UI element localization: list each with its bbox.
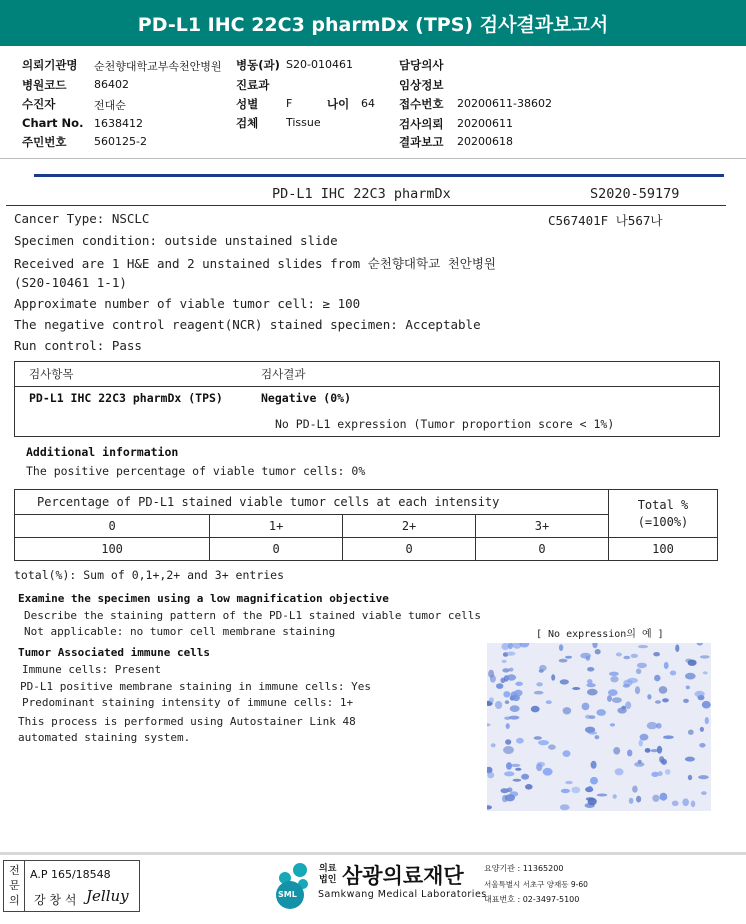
cell-nucleus [607, 695, 612, 702]
cell-nucleus [548, 744, 556, 749]
cell-nucleus [688, 730, 694, 735]
cell-nucleus [657, 746, 662, 754]
doctor-name: 강 창 석 [34, 893, 77, 907]
cell-nucleus [560, 804, 570, 810]
cell-nucleus [688, 775, 692, 780]
cell-nucleus [489, 697, 494, 703]
cell-nucleus [506, 762, 512, 770]
cell-nucleus [571, 787, 580, 794]
run-control: Run control: Pass [14, 338, 142, 353]
result-detail: No PD-L1 expression (Tumor proportion score < 1%) [275, 417, 615, 431]
cell-nucleus [700, 727, 704, 732]
cell-nucleus [695, 691, 705, 697]
cell-nucleus [616, 653, 622, 657]
cell-nucleus [652, 795, 659, 802]
footer-divider [0, 852, 746, 855]
chart-value: 1638412 [94, 117, 143, 130]
stamp-divider [24, 861, 25, 911]
cell-nucleus [645, 748, 651, 753]
block-code: C567401F 나567나 [548, 213, 663, 228]
immune-line1: Immune cells: Present [22, 663, 162, 676]
cell-nucleus [595, 649, 601, 654]
department-label: 병동(과) [236, 58, 280, 72]
request-value: 20200611 [457, 117, 513, 130]
cell-nucleus [636, 669, 641, 675]
cell-nucleus [688, 660, 697, 666]
cell-nucleus [636, 796, 641, 803]
cell-nucleus [589, 715, 596, 719]
hospital-code-label: 병원코드 [22, 78, 67, 92]
cell-nucleus [509, 668, 514, 672]
cell-nucleus [515, 682, 523, 686]
cell-nucleus [659, 686, 668, 694]
cell-nucleus [640, 734, 649, 741]
cell-nucleus [705, 717, 709, 724]
level-0: 0 [15, 515, 210, 538]
cell-nucleus [514, 690, 522, 697]
cell-nucleus [490, 675, 496, 683]
examinee-label: 수진자 [22, 97, 56, 111]
examinee-value: 전대순 [94, 99, 126, 112]
examine-line1: Describe the staining pattern of the PD-L1 stained viable tumor cells [24, 609, 481, 622]
org-prefix-2: 법인 [319, 875, 337, 885]
report-number: S2020-59179 [590, 186, 680, 202]
department-value: S20-010461 [286, 58, 353, 71]
blue-rule [34, 174, 724, 177]
cell-nucleus [580, 653, 591, 659]
clinical-info-label: 임상정보 [399, 78, 444, 92]
cell-nucleus [609, 672, 619, 676]
cell-nucleus [505, 739, 511, 745]
pathologist-stamp [3, 860, 140, 912]
cell-nucleus [686, 686, 690, 690]
micrograph-background [487, 643, 711, 811]
cell-nucleus [660, 793, 668, 801]
org-name-en: Samkwang Medical Laboratories [318, 889, 487, 900]
cell-nucleus [685, 673, 696, 680]
cell-nucleus [515, 768, 521, 771]
cell-nucleus [613, 747, 620, 755]
immune-line2: PD-L1 positive membrane staining in immune cells: Yes [20, 680, 371, 693]
accession-value: 20200611-38602 [457, 97, 552, 110]
value-1: 0 [210, 538, 343, 561]
id-label: 주민번호 [22, 135, 67, 149]
cell-nucleus [655, 700, 661, 704]
cell-nucleus [504, 771, 514, 776]
cell-nucleus [675, 644, 679, 652]
cell-nucleus [703, 671, 708, 674]
result-box-divider [15, 386, 719, 387]
cell-nucleus [565, 781, 573, 785]
cell-nucleus [702, 701, 711, 709]
cell-nucleus [565, 656, 572, 659]
cell-nucleus [654, 675, 660, 682]
request-label: 검사의뢰 [399, 117, 444, 131]
cell-nucleus [658, 771, 663, 776]
examine-heading: Examine the specimen using a low magnification objective [18, 592, 389, 605]
cell-nucleus [531, 706, 540, 713]
cell-nucleus [612, 697, 622, 703]
process-line1: This process is performed using Autostainer Link 48 [18, 715, 356, 728]
cell-nucleus [505, 700, 510, 704]
cell-nucleus [503, 746, 514, 754]
cell-nucleus [536, 682, 543, 686]
level-2: 2+ [343, 515, 476, 538]
cell-nucleus [634, 762, 644, 767]
positive-percentage: The positive percentage of viable tumor cells: 0% [26, 464, 366, 478]
result-item: PD-L1 IHC 22C3 pharmDx (TPS) [29, 391, 223, 405]
cell-nucleus [639, 740, 643, 747]
cell-nucleus [534, 691, 544, 695]
cell-nucleus [591, 761, 597, 769]
cell-nucleus [491, 743, 496, 747]
cell-nucleus [587, 679, 593, 684]
report-title: PD-L1 IHC 22C3 pharmDx (TPS) 검사결과보고서 [0, 0, 746, 46]
cell-nucleus [525, 784, 533, 790]
report-date-label: 결과보고 [399, 135, 444, 149]
cell-nucleus [685, 757, 695, 762]
cell-nucleus [559, 644, 563, 651]
stamp-label: 전문의 [9, 864, 20, 907]
org-name: 삼광의료재단 [342, 864, 464, 888]
cell-nucleus [582, 703, 590, 711]
cell-nucleus [502, 660, 507, 663]
doctor-label: 담당의사 [399, 58, 444, 72]
divider [0, 158, 746, 159]
cell-nucleus [506, 723, 510, 729]
cell-nucleus [507, 787, 513, 792]
cell-nucleus [500, 678, 505, 684]
cell-nucleus [699, 743, 705, 748]
cell-nucleus [507, 674, 516, 680]
cell-nucleus [627, 678, 638, 683]
cell-nucleus [505, 794, 515, 801]
cell-nucleus [629, 798, 634, 804]
cell-nucleus [561, 789, 570, 793]
cell-nucleus [608, 689, 618, 696]
value-3: 0 [476, 538, 609, 561]
report-date-value: 20200618 [457, 135, 513, 148]
examine-line2: Not applicable: no tumor cell membrane staining [24, 625, 336, 638]
cell-nucleus [537, 762, 545, 767]
cell-nucleus [597, 794, 608, 797]
cell-nucleus [631, 654, 638, 658]
cell-nucleus [503, 691, 510, 697]
test-name-heading: PD-L1 IHC 22C3 pharmDx [272, 186, 451, 202]
total-note: total(%): Sum of 0,1+,2+ and 3+ entries [14, 568, 285, 582]
org-prefix-1: 의료 [319, 864, 337, 874]
ap-number: A.P 165/18548 [30, 868, 111, 881]
id-value: 560125-2 [94, 135, 147, 148]
cell-nucleus [672, 801, 679, 807]
cell-nucleus [615, 768, 624, 775]
signature: Jelluy [86, 887, 129, 905]
ncr-line: The negative control reagent(NCR) stained specimen: Acceptable [14, 317, 481, 332]
micrograph-image [487, 643, 711, 811]
cell-nucleus [543, 768, 553, 776]
image-caption: [ No expression의 예 ] [536, 629, 664, 640]
cell-nucleus [521, 774, 529, 780]
intensity-header: Percentage of PD-L1 stained viable tumor cells at each intensity [15, 490, 609, 515]
value-0: 100 [15, 538, 210, 561]
slide-id: (S20-10461 1-1) [14, 275, 127, 290]
cell-nucleus [560, 679, 569, 684]
cell-nucleus [637, 663, 647, 669]
cell-nucleus [691, 801, 696, 808]
accession-label: 접수번호 [399, 97, 444, 111]
level-1: 1+ [210, 515, 343, 538]
age-value: 64 [361, 97, 375, 110]
cell-nucleus [701, 791, 707, 795]
cell-nucleus [638, 645, 648, 648]
cell-nucleus [539, 665, 546, 671]
level-3: 3+ [476, 515, 609, 538]
sml-logo-text: SML [278, 890, 297, 899]
col-item-header: 검사항목 [29, 367, 74, 381]
cell-nucleus [496, 683, 503, 689]
cell-nucleus [563, 707, 572, 714]
hospital-code-value: 86402 [94, 78, 129, 91]
cell-nucleus [659, 756, 664, 763]
cell-nucleus [487, 772, 494, 779]
cell-nucleus [572, 687, 580, 690]
cell-nucleus [613, 794, 617, 799]
header-underline [6, 205, 726, 206]
sml-logo-icon [270, 862, 314, 910]
cell-nucleus [700, 655, 710, 658]
intensity-table [14, 489, 718, 561]
cell-nucleus [632, 786, 638, 793]
cell-nucleus [586, 797, 595, 800]
cell-nucleus [546, 700, 552, 704]
cell-nucleus [610, 676, 618, 682]
institution-label: 의뢰기관명 [22, 58, 78, 72]
cell-nucleus [662, 698, 669, 702]
result-value: Negative (0%) [261, 391, 352, 405]
cell-nucleus [698, 775, 709, 779]
cell-nucleus [506, 652, 516, 656]
cell-nucleus [587, 689, 598, 696]
cell-nucleus [670, 671, 676, 676]
specimen-label: 검체 [236, 116, 259, 130]
institution-value: 순천향대학교부속천안병원 [94, 60, 222, 73]
cell-nucleus [596, 709, 606, 716]
cell-nucleus [510, 705, 520, 712]
process-line2: automated staining system. [18, 731, 191, 744]
cell-nucleus [502, 668, 509, 672]
cell-nucleus [683, 699, 689, 703]
cell-nucleus [504, 717, 511, 720]
total-header-line2: (=100%) [637, 514, 689, 529]
age-label: 나이 [327, 97, 350, 111]
cell-nucleus [625, 701, 631, 709]
cell-nucleus [495, 701, 502, 709]
value-total: 100 [609, 538, 718, 561]
cell-nucleus [551, 674, 555, 680]
immune-heading: Tumor Associated immune cells [18, 646, 211, 659]
cell-nucleus [559, 659, 568, 663]
cell-nucleus [627, 750, 632, 757]
cell-nucleus [623, 656, 630, 660]
cell-nucleus [588, 731, 597, 734]
received-line: Received are 1 H&E and 2 unstained slides from 순천향대학교 천안병원 [14, 256, 496, 271]
cell-nucleus [563, 750, 571, 757]
cell-nucleus [587, 667, 594, 672]
cell-nucleus [610, 723, 615, 726]
cell-nucleus [538, 740, 549, 745]
total-header [609, 490, 718, 538]
cell-nucleus [590, 777, 598, 785]
sex-label: 성별 [236, 97, 259, 111]
cell-nucleus [664, 662, 669, 669]
result-box [14, 361, 720, 437]
cell-nucleus [513, 779, 522, 782]
cell-nucleus [665, 769, 671, 775]
cell-nucleus [651, 772, 659, 777]
cell-nucleus [653, 652, 660, 656]
col-result-header: 검사결과 [261, 367, 306, 381]
clinic-label: 진료과 [236, 78, 270, 92]
additional-heading: Additional information [26, 445, 179, 459]
cell-nucleus [588, 786, 593, 791]
address-line: 서울특별시 서초구 양재동 9-60 [484, 880, 588, 889]
sex-value: F [286, 97, 293, 110]
cell-nucleus [635, 686, 640, 694]
code-line: 요양기관 : 11365200 [484, 864, 564, 873]
cell-nucleus [663, 735, 674, 739]
cancer-type: Cancer Type: NSCLC [14, 211, 150, 226]
cell-nucleus [682, 798, 689, 806]
cell-nucleus [595, 735, 600, 739]
specimen-value: Tissue [286, 116, 321, 129]
viable-cells: Approximate number of viable tumor cell: ≥ 100 [14, 296, 361, 311]
value-2: 0 [343, 538, 476, 561]
chart-label: Chart No. [22, 116, 84, 130]
specimen-condition: Specimen condition: outside unstained slide [14, 233, 338, 248]
phone-line: 대표번호 : 02-3497-5100 [484, 895, 580, 904]
immune-line3: Predominant staining intensity of immune cells: 1+ [22, 696, 354, 709]
cell-nucleus [647, 694, 651, 699]
cell-nucleus [534, 736, 542, 740]
cell-nucleus [511, 764, 521, 767]
cell-nucleus [516, 738, 524, 744]
total-header-line1: Total % [637, 497, 689, 512]
cell-nucleus [647, 722, 658, 729]
